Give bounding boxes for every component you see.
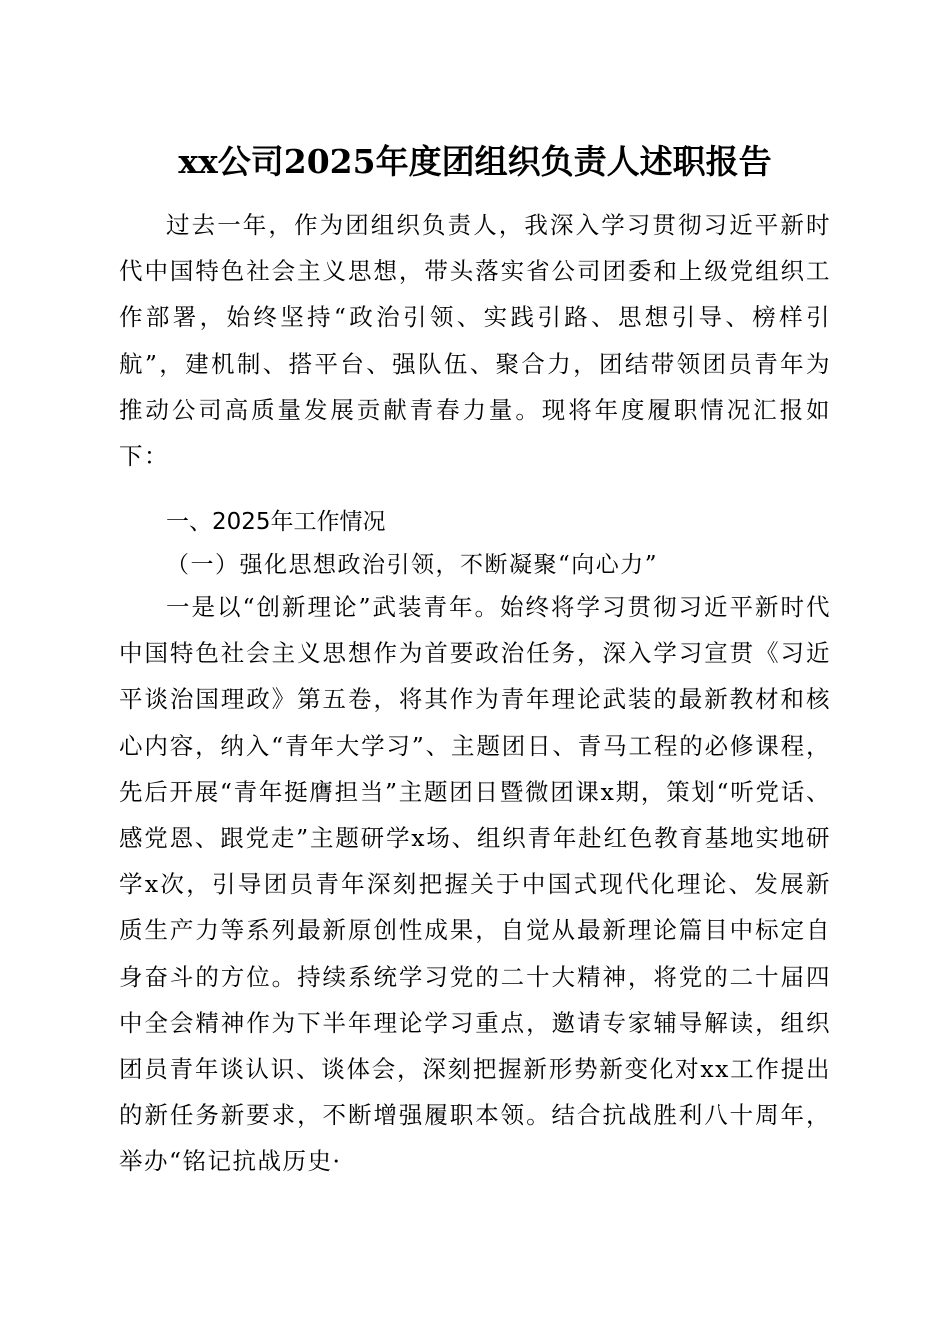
subsection-heading: （一）强化思想政治引领，不断凝聚“向心力”	[166, 552, 659, 578]
intro-paragraph: 过去一年，作为团组织负责人，我深入学习贯彻习近平新时代中国特色社会主义思想，带头落实省公司团委和上级党组织工作部署，始终坚持“政治引领、实践引路、思想引导、榜样引航”，建机制、搭平台、强队伍、聚合力，团结带领团员青年为推动公司高质量发展贡献青春力量。现将年度履职情况汇报如下：	[119, 211, 831, 471]
section-heading: 一、2025年工作情况	[166, 509, 386, 535]
body-paragraph: 一是以“创新理论”武装青年。始终将学习贯彻习近平新时代中国特色社会主义思想作为首要政治任务，深入学习宣贯《习近平谈治国理政》第五卷，将其作为青年理论武装的最新教材和核心内容，纳入“青年大学习”、主题团日、青马工程的必修课程，先后开展“青年挺膺担当”主题团日暨微团课x期，策划“听党话、感党恩、跟党走”主题研学x场、组织青年赴红色教育基地实地研学x次，引导团员青年深刻把握关于中国式现代化理论、发展新质生产力等系列最新原创性成果，自觉从最新理论篇目中标定自身奋斗的方位。持续系统学习党的二十大精神，将党的二十届四中全会精神作为下半年理论学习重点，邀请专家辅导解读，组织团员青年谈认识、谈体会，深刻把握新形势新变化对xx工作提出的新任务新要求，不断增强履职本领。结合抗战胜利八十周年，举办“铭记抗战历史·	[119, 593, 831, 1176]
document-title: xx公司2025年度团组织负责人述职报告	[178, 142, 772, 181]
